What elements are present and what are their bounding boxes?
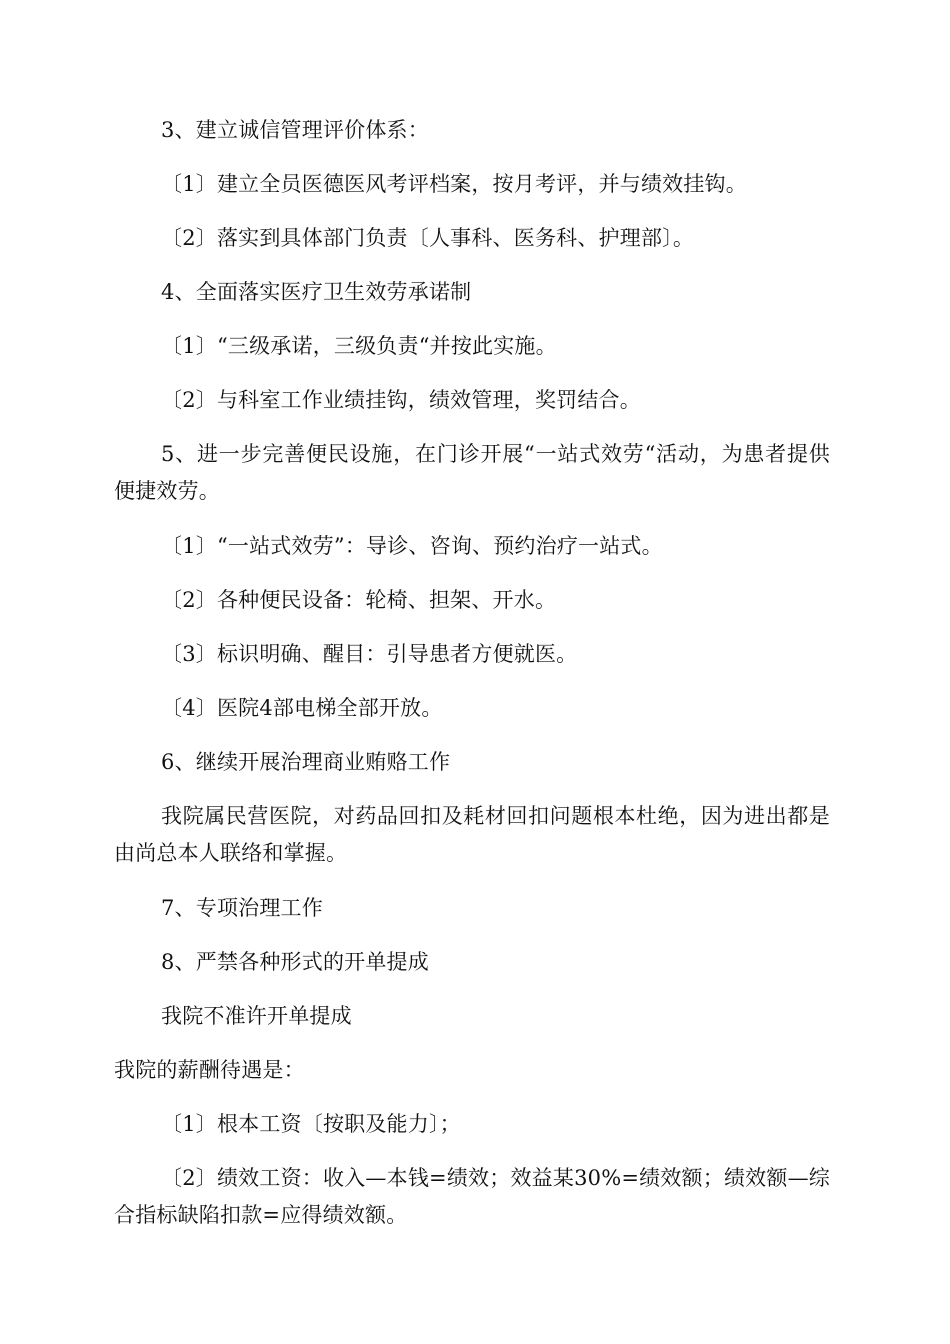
section-5-item-2: 〔2〕各种便民设备：轮椅、担架、开水。 <box>161 588 557 612</box>
section-5-item-1: 〔1〕“一站式效劳”：导诊、咨询、预约治疗一站式。 <box>161 534 663 558</box>
section-3-heading: 3、建立诚信管理评价体系： <box>161 118 429 142</box>
section-4-item-1: 〔1〕“三级承诺，三级负责“并按此实施。 <box>161 334 557 358</box>
salary-item-1: 〔1〕根本工资〔按职及能力〕； <box>161 1112 461 1136</box>
section-5-item-4: 〔4〕医院4部电梯全部开放。 <box>161 696 443 720</box>
section-8-paragraph: 我院不准许开单提成 <box>161 1004 352 1028</box>
section-4-heading: 4、全面落实医疗卫生效劳承诺制 <box>161 280 472 304</box>
section-8-heading: 8、严禁各种形式的开单提成 <box>161 950 429 974</box>
section-3-item-1: 〔1〕建立全员医德医风考评档案，按月考评，并与绩效挂钩。 <box>161 172 747 196</box>
section-5-heading: 5、进一步完善便民设施，在门诊开展“一站式效劳“活动，为患者提供便捷效劳。 <box>114 442 830 503</box>
section-4-item-2: 〔2〕与科室工作业绩挂钩，绩效管理，奖罚结合。 <box>161 388 641 412</box>
section-3-item-2: 〔2〕落实到具体部门负责〔人事科、医务科、护理部〕。 <box>161 226 695 250</box>
salary-heading: 我院的薪酬待遇是： <box>114 1058 305 1082</box>
salary-item-2: 〔2〕绩效工资：收入—本钱=绩效；效益某30%=绩效额；绩效额—综合指标缺陷扣款=应得绩效额。 <box>114 1166 830 1227</box>
section-6-heading: 6、继续开展治理商业贿赂工作 <box>161 750 451 774</box>
section-5-item-3: 〔3〕标识明确、醒目：引导患者方便就医。 <box>161 642 578 666</box>
section-6-paragraph: 我院属民营医院，对药品回扣及耗材回扣问题根本杜绝，因为进出都是由尚总本人联络和掌握。 <box>114 804 830 865</box>
section-7-heading: 7、专项治理工作 <box>161 896 323 920</box>
